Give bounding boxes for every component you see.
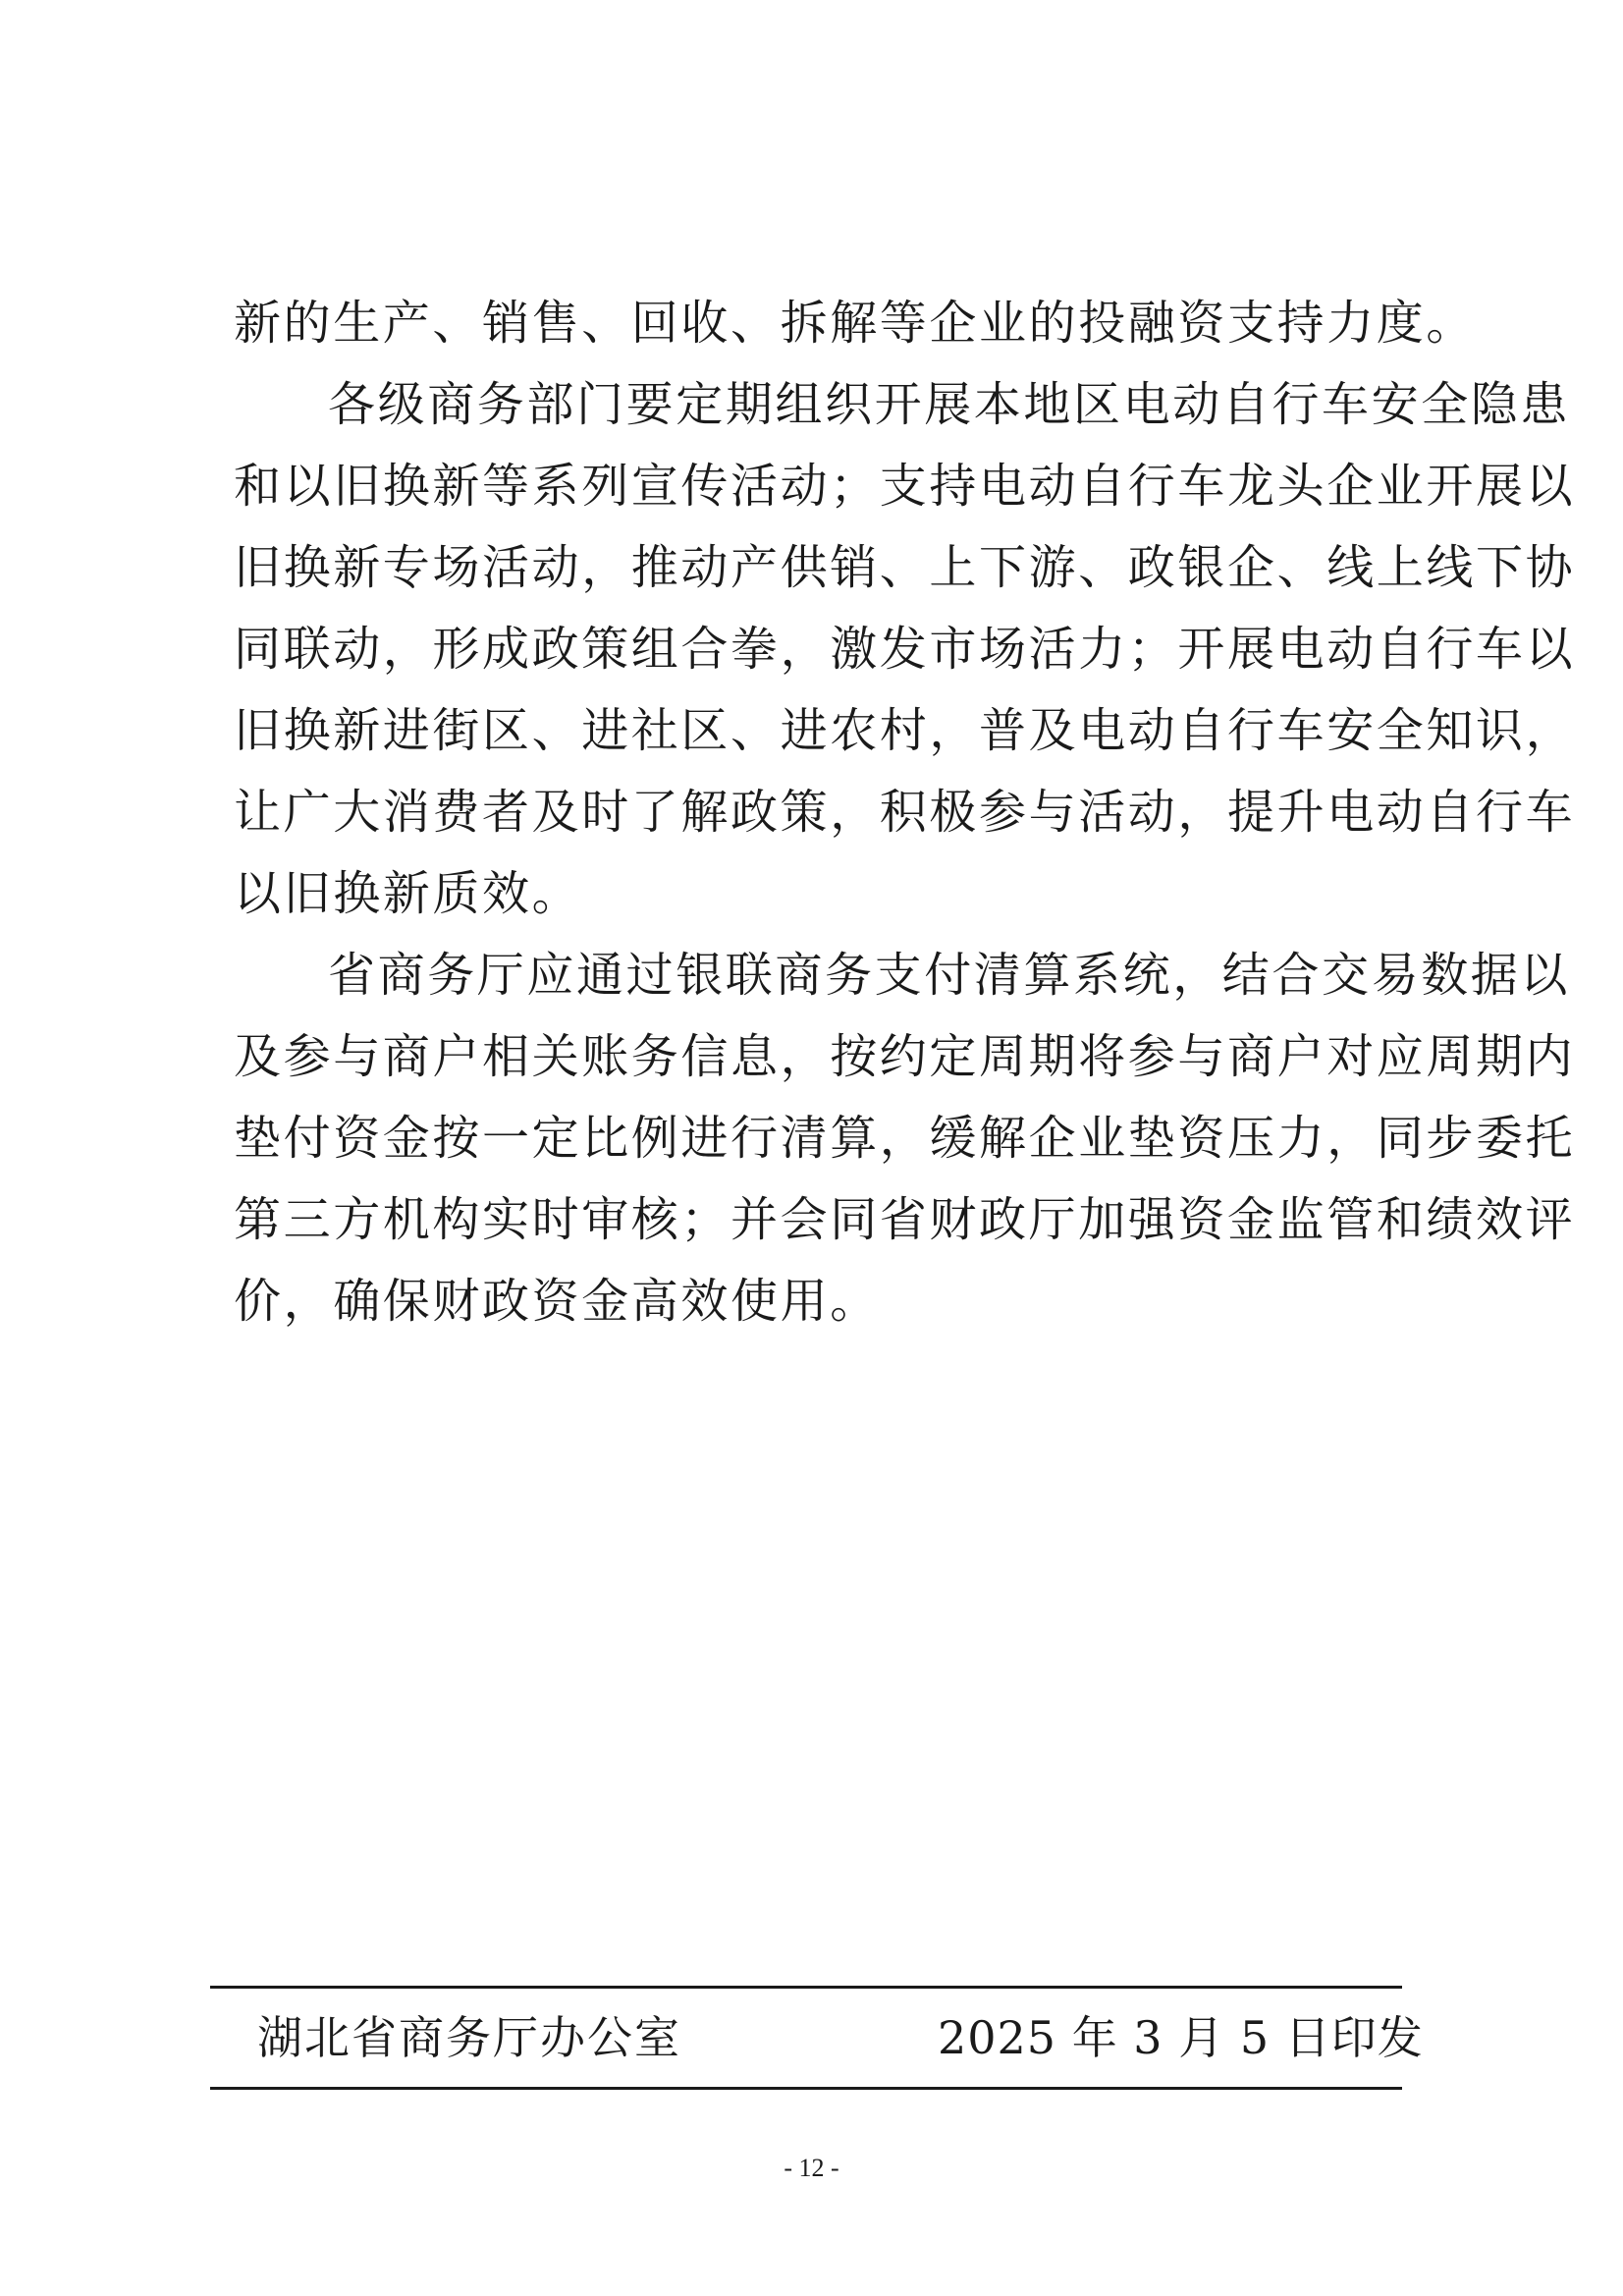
text-line: 旧换新专场活动，推动产供销、上下游、政银企、线上线下协: [234, 540, 1576, 595]
text-line: 价，确保财政资金高效使用。: [234, 1274, 880, 1329]
body-text: [234, 283, 1576, 1342]
imprint-bottom-rule: [210, 2087, 1402, 2090]
text-line: 同联动，形成政策组合拳，激发市场活力；开展电动自行车以: [234, 622, 1576, 677]
page-number: - 12 -: [784, 2154, 839, 2182]
text-line: 让广大消费者及时了解政策，积极参与活动，提升电动自行车: [234, 785, 1576, 840]
text-line: 第三方机构实时审核；并会同省财政厅加强资金监管和绩效评: [234, 1192, 1576, 1247]
paragraph-first-line: 各级商务部门要定期组织开展本地区电动自行车安全隐患: [328, 377, 1571, 432]
text-line: 及参与商户相关账务信息，按约定周期将参与商户对应周期内: [234, 1029, 1576, 1084]
paragraph-first-line: 省商务厅应通过银联商务支付清算系统，结合交易数据以: [328, 948, 1571, 1003]
text-line: 旧换新进街区、进社区、进农村，普及电动自行车安全知识，: [234, 703, 1576, 758]
issue-date: 2025 年 3 月 5 日印发: [938, 2011, 1424, 2064]
text-line: 以旧换新质效。: [234, 866, 582, 921]
text-line: 新的生产、销售、回收、拆解等企业的投融资支持力度。: [234, 296, 1477, 351]
imprint-top-rule: [210, 1986, 1402, 1989]
text-line: 垫付资金按一定比例进行清算，缓解企业垫资压力，同步委托: [234, 1111, 1576, 1166]
issuer-name: 湖北省商务厅办公室: [257, 2011, 681, 2064]
text-line: 和以旧换新等系列宣传活动；支持电动自行车龙头企业开展以: [234, 459, 1576, 514]
